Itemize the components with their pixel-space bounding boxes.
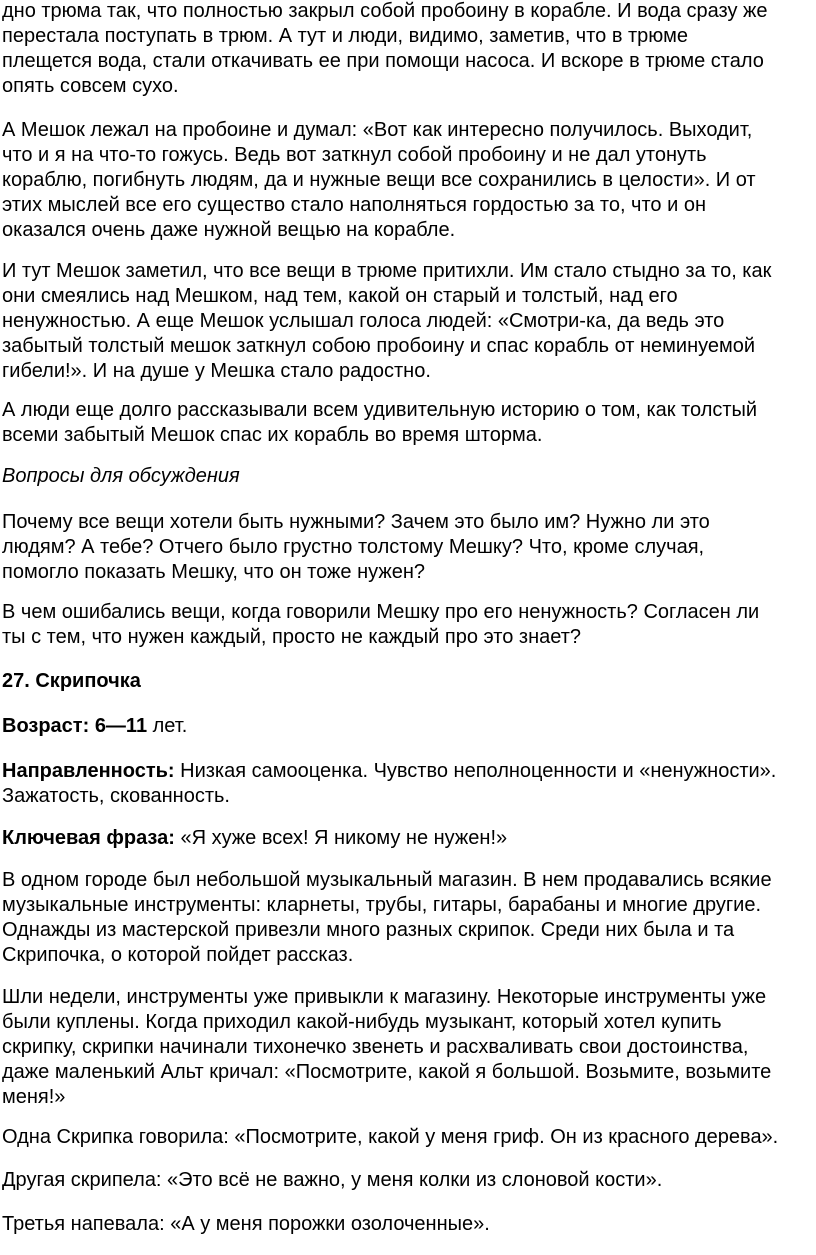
text-line: Шли недели, инструменты уже привыкли к магазину. Некоторые инструменты уже bbox=[2, 986, 767, 1008]
text-line: ты с тем, что нужен каждый, просто не каждый про это знает? bbox=[2, 626, 581, 648]
text-line: были куплены. Когда приходил какой-нибудь музыкант, который хотел купить bbox=[2, 1011, 722, 1033]
text-line: дно трюма так, что полностью закрыл собой пробоину в корабле. И вода сразу же bbox=[2, 0, 768, 22]
direction-block bbox=[2, 759, 776, 809]
text-line: В чем ошибались вещи, когда говорили Мешку про его ненужность? Согласен ли bbox=[2, 601, 760, 623]
paragraph bbox=[2, 1168, 662, 1193]
paragraph bbox=[2, 1212, 490, 1237]
direction-label: Направленность: bbox=[2, 760, 175, 782]
questions-heading bbox=[2, 464, 240, 489]
text-line: что и я на что-то гожусь. Ведь вот заткнул собой пробоину и не дал утонуть bbox=[2, 144, 707, 166]
text-line: они смеялись над Мешком, над тем, какой он старый и толстый, над его bbox=[2, 285, 678, 307]
age-label: Возраст: 6—11 bbox=[2, 715, 148, 737]
text-line: В одном городе был небольшой музыкальный магазин. В нем продавались всякие bbox=[2, 869, 772, 891]
text-line: перестала поступать в трюм. А тут и люди, видимо, заметив, что в трюме bbox=[2, 25, 688, 47]
text-line: И тут Мешок заметил, что все вещи в трюме притихли. Им стало стыдно за то, как bbox=[2, 260, 772, 282]
text-line: Одна Скрипка говорила: «Посмотрите, какой у меня гриф. Он из красного дерева». bbox=[2, 1126, 779, 1148]
text-line: кораблю, погибнуть людям, да и нужные вещи все сохранились в целости». И от bbox=[2, 169, 756, 191]
text-line: даже маленький Альт кричал: «Посмотрите, какой я большой. Возьмите, возьмите bbox=[2, 1061, 772, 1083]
text-line: гибели!». И на душе у Мешка стало радостно. bbox=[2, 360, 431, 382]
title-text: 27. Скрипочка bbox=[2, 670, 141, 692]
text-line: ненужностью. А еще Мешок услышал голоса людей: «Смотри-ка, да ведь это bbox=[2, 310, 725, 332]
paragraph bbox=[2, 259, 771, 384]
text-line: Другая скрипела: «Это всё не важно, у меня колки из слоновой кости». bbox=[2, 1169, 663, 1191]
text-line: меня!» bbox=[2, 1086, 66, 1108]
text-line: плещется вода, стали откачивать ее при помощи насоса. И вскоре в трюме стало bbox=[2, 50, 764, 72]
text-line: забытый толстый мешок заткнул собою пробоину и спас корабль от неминуемой bbox=[2, 335, 756, 357]
age-row bbox=[2, 714, 187, 739]
paragraph bbox=[2, 868, 772, 968]
key-phrase-text: «Я хуже всех! Я никому не нужен!» bbox=[174, 827, 508, 849]
text-line: опять совсем сухо. bbox=[2, 75, 179, 97]
section-title bbox=[2, 669, 141, 694]
paragraph bbox=[2, 1125, 778, 1150]
paragraph bbox=[2, 510, 710, 585]
text-line: А Мешок лежал на пробоине и думал: «Вот как интересно получилось. Выходит, bbox=[2, 119, 753, 141]
paragraph bbox=[2, 985, 771, 1110]
key-phrase-row bbox=[2, 826, 507, 851]
paragraph bbox=[2, 398, 757, 448]
text-line: людям? А тебе? Отчего было грустно толстому Мешку? Что, кроме случая, bbox=[2, 536, 705, 558]
text-line: скрипку, скрипки начинали тихонечко звенеть и расхваливать свои достоинства, bbox=[2, 1036, 749, 1058]
text-line: помогло показать Мешку, что он тоже нужен? bbox=[2, 561, 426, 583]
text-line: музыкальные инструменты: кларнеты, трубы, гитары, барабаны и многие другие. bbox=[2, 894, 762, 916]
key-phrase-line bbox=[2, 826, 507, 851]
text-line: Почему все вещи хотели быть нужными? Зачем это было им? Нужно ли это bbox=[2, 511, 710, 533]
text-line: этих мыслей все его существо стало наполняться гордостью за то, что и он bbox=[2, 194, 706, 216]
age-line bbox=[2, 714, 187, 739]
heading-text: Вопросы для обсуждения bbox=[2, 465, 240, 487]
paragraph bbox=[2, 118, 756, 243]
text-line: Третья напевала: «А у меня порожки озолоченные». bbox=[2, 1213, 490, 1235]
text-line: всеми забытый Мешок спас их корабль во время шторма. bbox=[2, 424, 543, 446]
direction-text: Низкая самооценка. Чувство неполноценности и «ненужности». bbox=[174, 760, 777, 782]
paragraph bbox=[2, 0, 768, 99]
paragraph bbox=[2, 600, 759, 650]
text-line: оказался очень даже нужной вещью на корабле. bbox=[2, 219, 456, 241]
text-line: Зажатость, скованность. bbox=[2, 785, 230, 807]
age-suffix: лет. bbox=[147, 715, 188, 737]
text-line: Скрипочка, о которой пойдет рассказ. bbox=[2, 944, 354, 966]
key-phrase-label: Ключевая фраза: bbox=[2, 827, 175, 849]
text-line: А люди еще долго рассказывали всем удивительную историю о том, как толстый bbox=[2, 399, 758, 421]
direction-row bbox=[2, 759, 776, 784]
text-line: Однажды из мастерской привезли много разных скрипок. Среди них была и та bbox=[2, 919, 735, 941]
